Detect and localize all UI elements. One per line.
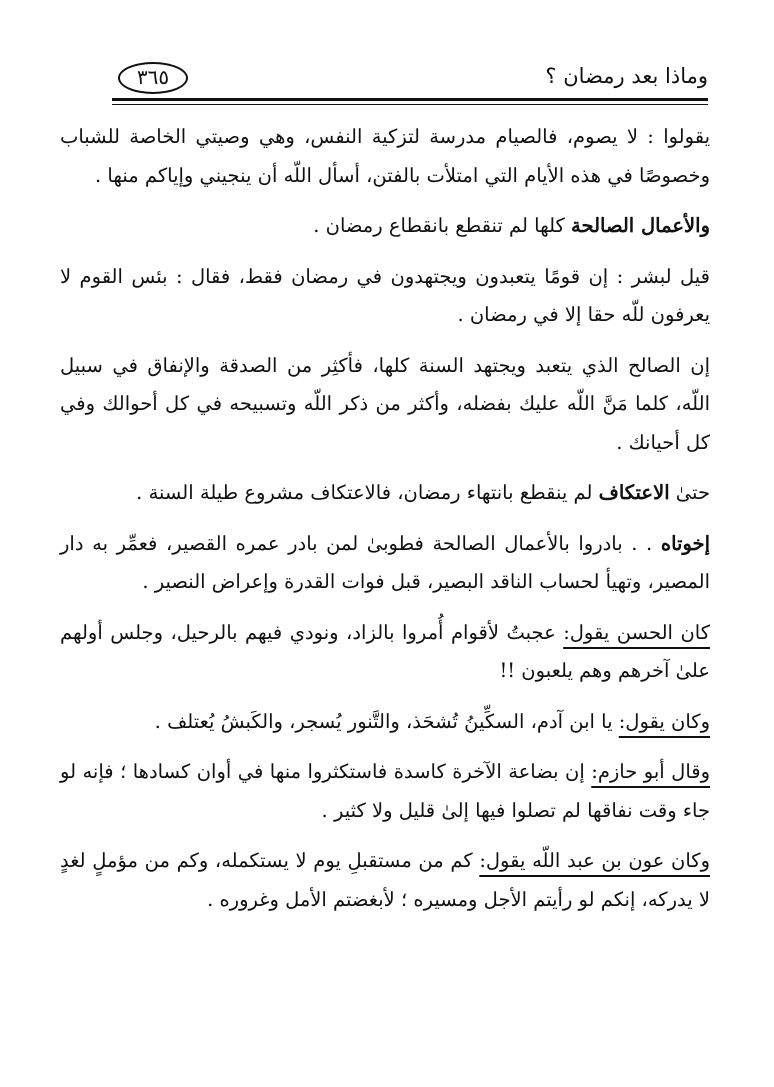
quote-second: وكان يقول: يا ابن آدم، السكِّينُ تُشحَذ، والتَّنور يُسجر، والكَبشُ يُعتلف . (154, 709, 710, 733)
quote-awn: وكان عون بن عبد اللّه يقول: كم من مستقبلِ يوم لا يستكمله، وكم من مؤملٍ لغدٍ لا يدركه، إنكم لو رأيتم الأجل ومسيره ؛ لأبغضتم الأمل وغروره . (60, 849, 710, 911)
lead-term: الاعتكاف (598, 481, 670, 504)
paragraph-1: يقولوا : لا يصوم، فالصيام مدرسة لتزكية النفس، وهي وصيتي الخاصة للشباب وخصوصًا في هذه الأيام التي امتلأت بالفتن، أسأل اللّه أن ينجيني وإياكم منها . (60, 125, 710, 187)
page-number: ٣٦٥ (118, 62, 188, 94)
quote-abu-hazim: وقال أبو حازم: إن بضاعة الآخرة كاسدة فاستكثروا منها في أوان كسادها ؛ فإنه لو جاء وقت نفاقها لم تصلوا فيها إلىٰ قليل ولا كثير . (60, 760, 710, 822)
quote-attribution: وقال أبو حازم: (591, 760, 710, 783)
header-rule (112, 98, 708, 101)
running-title: وماذا بعد رمضان ؟ (545, 64, 708, 88)
lead-term: والأعمال الصالحة (571, 214, 710, 237)
paragraph-4: إن الصالح الذي يتعبد ويجتهد السنة كلها، فأكثِر من الصدقة والإنفاق في سبيل اللّه، كلما مَنَّ اللّه عليك بفضله، وأكثر من ذكر اللّه وتسبيحه في كل أحوالك وفي كل أحيانك . (60, 353, 710, 454)
paragraph-2: والأعمال الصالحة كلها لم تنقطع بانقطاع رمضان . (313, 214, 710, 237)
quote-hasan: كان الحسن يقول: عجبتُ لأقوام أُمروا بالزاد، ونودي فيهم بالرحيل، وجلس أولهم علىٰ آخرهم وهم يلعبون !! (60, 620, 710, 682)
quote-attribution: وكان يقول: (618, 709, 710, 733)
quote-attribution: كان الحسن يقول: (563, 620, 710, 644)
paragraph-5: حتىٰ الاعتكاف لم ينقطع بانتهاء رمضان، فالاعتكاف مشروع طيلة السنة . (136, 481, 710, 504)
page-header (112, 60, 708, 96)
page-body (60, 118, 710, 925)
paragraph-3: قيل لبشر : إن قومًا يتعبدون ويجتهدون في رمضان فقط، فقال : بئس القوم لا يعرفون للّه حقا إلا في رمضان . (60, 264, 710, 326)
quote-attribution: وكان عون بن عبد اللّه يقول: (479, 849, 710, 872)
header-rule-thin (112, 104, 708, 105)
paragraph-6: إخوتاه . . بادروا بالأعمال الصالحة فطوبىٰ لمن بادر عمره القصير، فعمِّر به دار المصير، وتهيأ لحساب الناقد البصير، قبل فوات القدرة وإعراض النصير . (60, 531, 710, 593)
lead-term: إخوتاه (660, 531, 710, 555)
